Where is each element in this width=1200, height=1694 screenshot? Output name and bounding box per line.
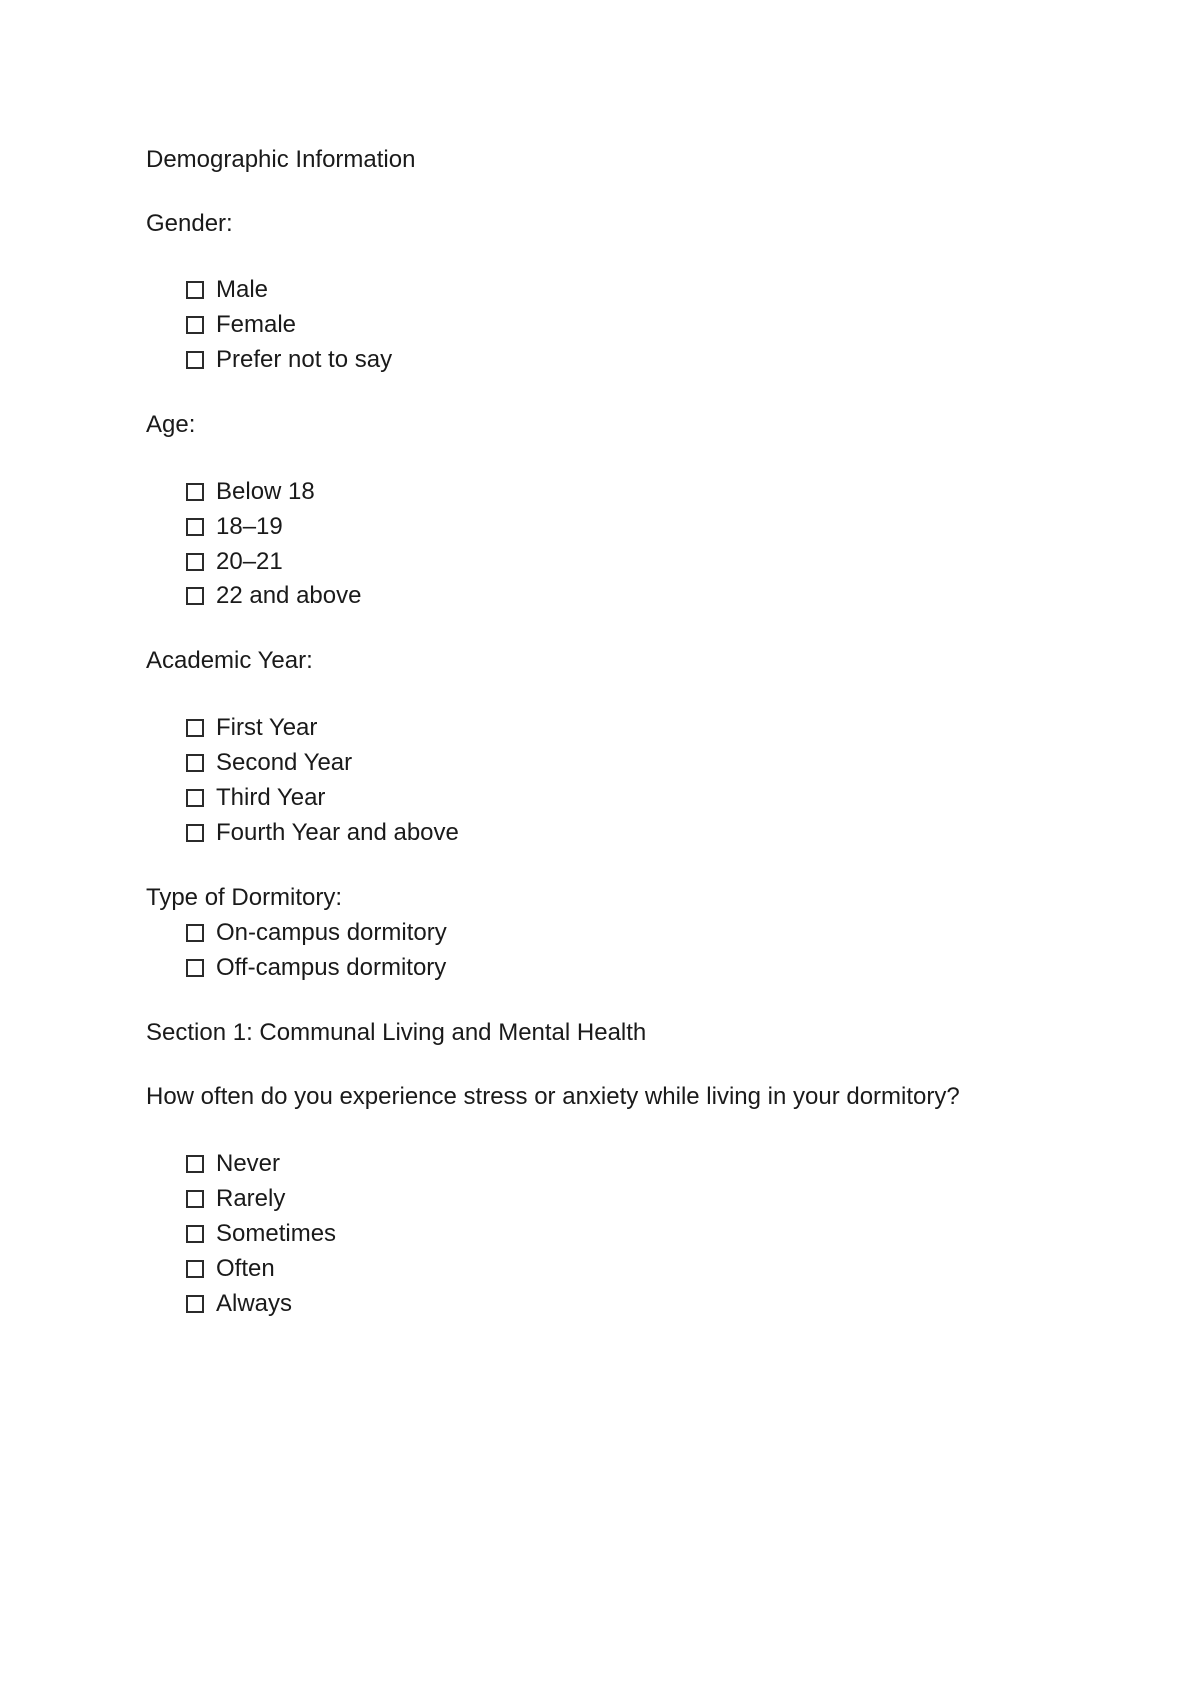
checkbox-icon[interactable]	[186, 1260, 204, 1278]
checkbox-option-never[interactable]	[186, 1149, 280, 1179]
option-label: Rarely	[216, 1185, 286, 1212]
checkbox-icon[interactable]	[186, 719, 204, 737]
option-label: Female	[216, 311, 297, 338]
option-label: Below 18	[216, 478, 315, 505]
checkbox-icon[interactable]	[186, 1295, 204, 1313]
checkbox-option-always[interactable]	[186, 1289, 292, 1319]
checkbox-icon[interactable]	[186, 789, 204, 807]
checkbox-option-first-year[interactable]	[186, 713, 317, 743]
checkbox-option-often[interactable]	[186, 1254, 275, 1284]
checkbox-option-rarely[interactable]	[186, 1184, 285, 1214]
checkbox-icon[interactable]	[186, 924, 204, 942]
checkbox-icon[interactable]	[186, 1155, 204, 1173]
checkbox-option-prefer-not-to-say[interactable]	[186, 345, 392, 375]
checkbox-icon[interactable]	[186, 281, 204, 299]
gender-label: Gender:	[146, 210, 233, 237]
checkbox-icon[interactable]	[186, 518, 204, 536]
checkbox-icon[interactable]	[186, 351, 204, 369]
page-heading: Demographic Information	[146, 146, 416, 173]
checkbox-icon[interactable]	[186, 483, 204, 501]
checkbox-icon[interactable]	[186, 959, 204, 977]
checkbox-option-fourth-year-and-above[interactable]	[186, 818, 459, 848]
dormitory-type-label: Type of Dormitory:	[146, 884, 343, 911]
academic-year-label: Academic Year:	[146, 647, 313, 674]
checkbox-option-20-21[interactable]	[186, 547, 283, 577]
checkbox-option-below-18[interactable]	[186, 477, 315, 507]
option-label: Sometimes	[216, 1220, 337, 1247]
option-label: Off-campus dormitory	[216, 954, 447, 981]
checkbox-icon[interactable]	[186, 824, 204, 842]
option-label: 20–21	[216, 548, 283, 575]
option-label: 22 and above	[216, 582, 362, 609]
option-label: First Year	[216, 714, 318, 741]
checkbox-icon[interactable]	[186, 1190, 204, 1208]
checkbox-icon[interactable]	[186, 754, 204, 772]
option-label: Male	[216, 276, 269, 303]
checkbox-icon[interactable]	[186, 587, 204, 605]
option-label: Fourth Year and above	[216, 819, 459, 846]
option-label: Often	[216, 1255, 275, 1282]
section-title: Section 1: Communal Living and Mental Health	[146, 1019, 647, 1046]
checkbox-option-22-and-above[interactable]	[186, 581, 361, 611]
checkbox-icon[interactable]	[186, 1225, 204, 1243]
option-label: Prefer not to say	[216, 346, 393, 373]
option-label: 18–19	[216, 513, 283, 540]
checkbox-option-second-year[interactable]	[186, 748, 352, 778]
checkbox-icon[interactable]	[186, 553, 204, 571]
checkbox-option-third-year[interactable]	[186, 783, 325, 813]
checkbox-option-sometimes[interactable]	[186, 1219, 336, 1249]
option-label: On-campus dormitory	[216, 919, 447, 946]
question-text: How often do you experience stress or anxiety while living in your dormitory?	[146, 1083, 960, 1110]
option-label: Always	[216, 1290, 293, 1317]
age-label: Age:	[146, 411, 196, 438]
checkbox-option-off-campus-dormitory[interactable]	[186, 953, 446, 983]
checkbox-icon[interactable]	[186, 316, 204, 334]
option-label: Third Year	[216, 784, 326, 811]
option-label: Never	[216, 1150, 281, 1177]
checkbox-option-18-19[interactable]	[186, 512, 283, 542]
checkbox-option-male[interactable]	[186, 275, 268, 305]
checkbox-option-female[interactable]	[186, 310, 296, 340]
checkbox-option-on-campus-dormitory[interactable]	[186, 918, 447, 948]
option-label: Second Year	[216, 749, 353, 776]
